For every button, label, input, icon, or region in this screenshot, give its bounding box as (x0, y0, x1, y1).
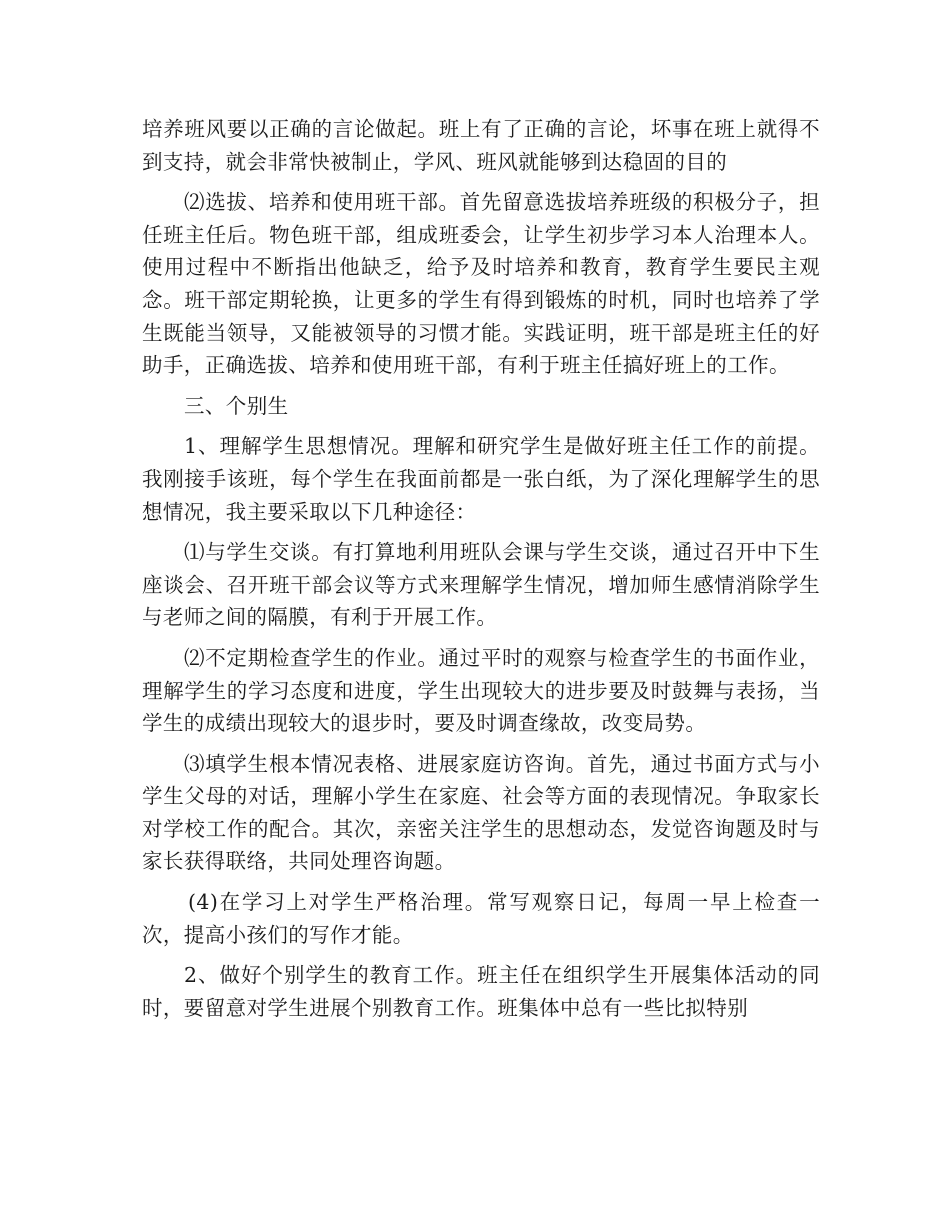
section-heading-individual-students: 三、个别生 (184, 393, 289, 418)
paragraph-individual-education: 2、做好个别学生的教育工作。班主任在组织学生开展集体活动的同时，要留意对学生进展个别教育工作。班集体中总有一些比拟特别 (142, 963, 820, 1020)
document-body (142, 113, 820, 1032)
paragraph-home-visits: ⑶填学生根本情况表格、进展家庭访咨询。首先，通过书面方式与小学生父母的对话，理解小学生在家庭、社会等方面的表现情况。争取家长对学校工作的配合。其次，亲密关注学生的思想动态，发觉咨询题及时与家长获得联络，共同处理咨询题。 (142, 751, 820, 874)
paragraph-talk-with-students: ⑴与学生交谈。有打算地利用班队会课与学生交谈，通过召开中下生座谈会、召开班干部会议等方式来理解学生情况，增加师生感情消除学生与老师之间的隔膜，有利于开展工作。 (142, 540, 820, 630)
paragraph-check-homework: ⑵不定期检查学生的作业。通过平时的观察与检查学生的书面作业，理解学生的学习态度和进度，学生出现较大的进步要及时鼓舞与表扬，当学生的成绩出现较大的退步时，要及时调查缘故，改变局势。 (142, 645, 820, 736)
paragraph-class-atmosphere: 培养班风要以正确的言论做起。班上有了正确的言论，坏事在班上就得不到支持，就会非常快被制止，学风、班风就能够到达稳固的目的 (142, 117, 820, 174)
paragraph-class-cadres: ⑵选拔、培养和使用班干部。首先留意选拔培养班级的积极分子，担任班主任后。物色班干部，组成班委会，让学生初步学习本人治理本人。使用过程中不断指出他缺乏，给予及时培养和教育，教育学生要民主观念。班干部定期轮换，让更多的学生有得到锻炼的时机，同时也培养了学生既能当领导，又能被领导的习惯才能。实践证明，班干部是班主任的好助手，正确选拔、培养和使用班干部，有利于班主任搞好班上的工作。 (142, 190, 820, 378)
paragraph-strict-management: (4)在学习上对学生严格治理。常写观察日记，每周一早上检查一次，提高小孩们的写作才能。 (142, 890, 820, 947)
paragraph-understand-students: 1、理解学生思想情况。理解和研究学生是做好班主任工作的前提。我刚接手该班，每个学生在我面前都是一张白纸，为了深化理解学生的思想情况，我主要采取以下几种途径： (142, 434, 820, 524)
